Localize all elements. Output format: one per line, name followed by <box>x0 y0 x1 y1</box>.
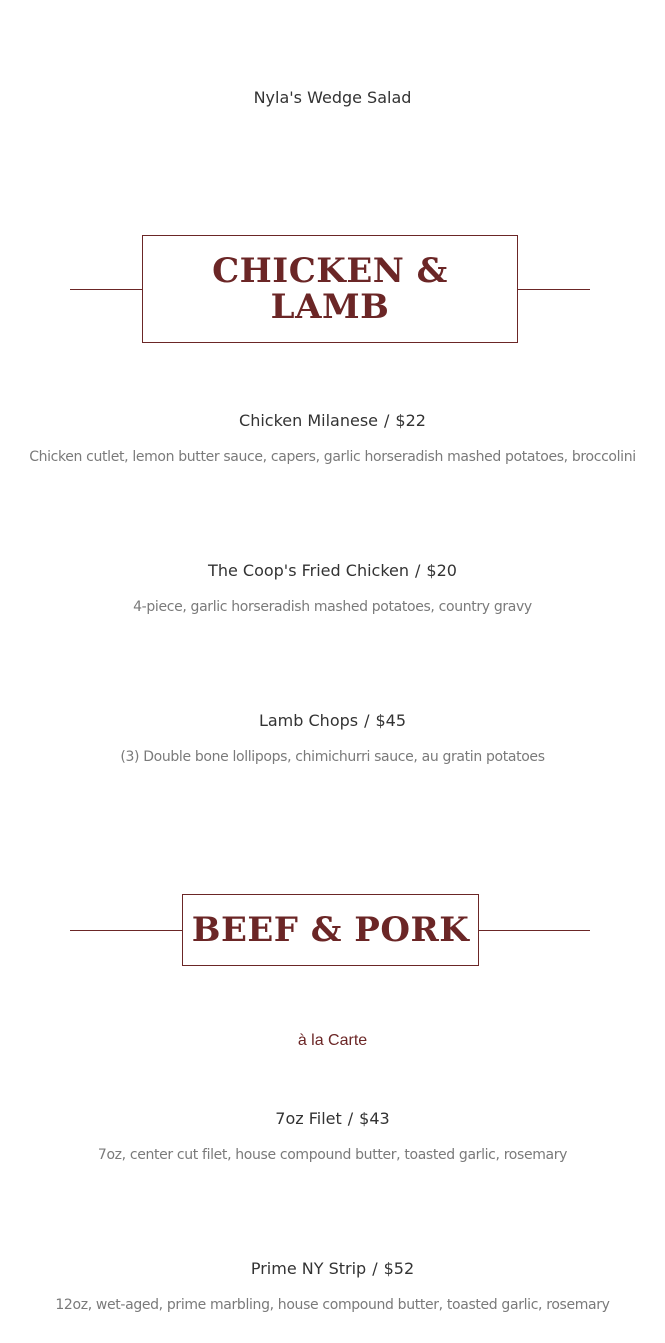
section-subtitle: à la Carte <box>297 1032 368 1049</box>
menu-item-price: $43 <box>359 1109 390 1128</box>
menu-item-name: 7oz Filet <box>275 1109 342 1128</box>
section-divider-right <box>518 289 590 290</box>
menu-item-price: $20 <box>426 561 457 580</box>
price-separator: / <box>415 561 421 580</box>
section-heading: BEEF & PORK <box>191 910 470 950</box>
section-heading-box <box>182 894 479 966</box>
menu-item-title <box>0 561 665 580</box>
price-separator: / <box>364 711 370 730</box>
menu-item-description: 12oz, wet-aged, prime marbling, house compound butter, toasted garlic, rosemary <box>55 1297 610 1313</box>
section-divider-right <box>479 930 590 931</box>
menu-item-description: Chicken cutlet, lemon butter sauce, capers, garlic horseradish mashed potatoes, broccolini <box>29 449 636 465</box>
menu-item-price: $45 <box>375 711 407 730</box>
menu-item-title <box>0 411 665 430</box>
section-divider-left <box>70 930 182 931</box>
menu-item-description: 7oz, center cut filet, house compound butter, toasted garlic, rosemary <box>97 1147 568 1163</box>
price-separator: / <box>384 411 390 430</box>
menu-item-title <box>0 1109 665 1128</box>
section-heading: CHICKEN & LAMB <box>212 251 448 327</box>
section-heading-box <box>142 235 518 343</box>
menu-item-price: $22 <box>395 411 426 430</box>
menu-item-name: Chicken Milanese <box>239 411 379 430</box>
price-separator: / <box>372 1259 378 1278</box>
menu-item-name: Prime NY Strip <box>250 1259 367 1278</box>
section-divider-left <box>70 289 142 290</box>
menu-item-title: Nyla's Wedge Salad <box>253 88 412 107</box>
menu-item-title <box>0 1259 665 1278</box>
menu-item-title <box>0 711 665 730</box>
menu-item-price: $52 <box>383 1259 415 1278</box>
menu-item-name: The Coop's Fried Chicken <box>208 561 409 580</box>
menu-item-description: 4-piece, garlic horseradish mashed potatoes, country gravy <box>133 599 532 615</box>
menu-item-name: Lamb Chops <box>258 711 359 730</box>
menu-item-description: (3) Double bone lollipops, chimichurri sauce, au gratin potatoes <box>120 749 545 765</box>
price-separator: / <box>347 1109 354 1128</box>
